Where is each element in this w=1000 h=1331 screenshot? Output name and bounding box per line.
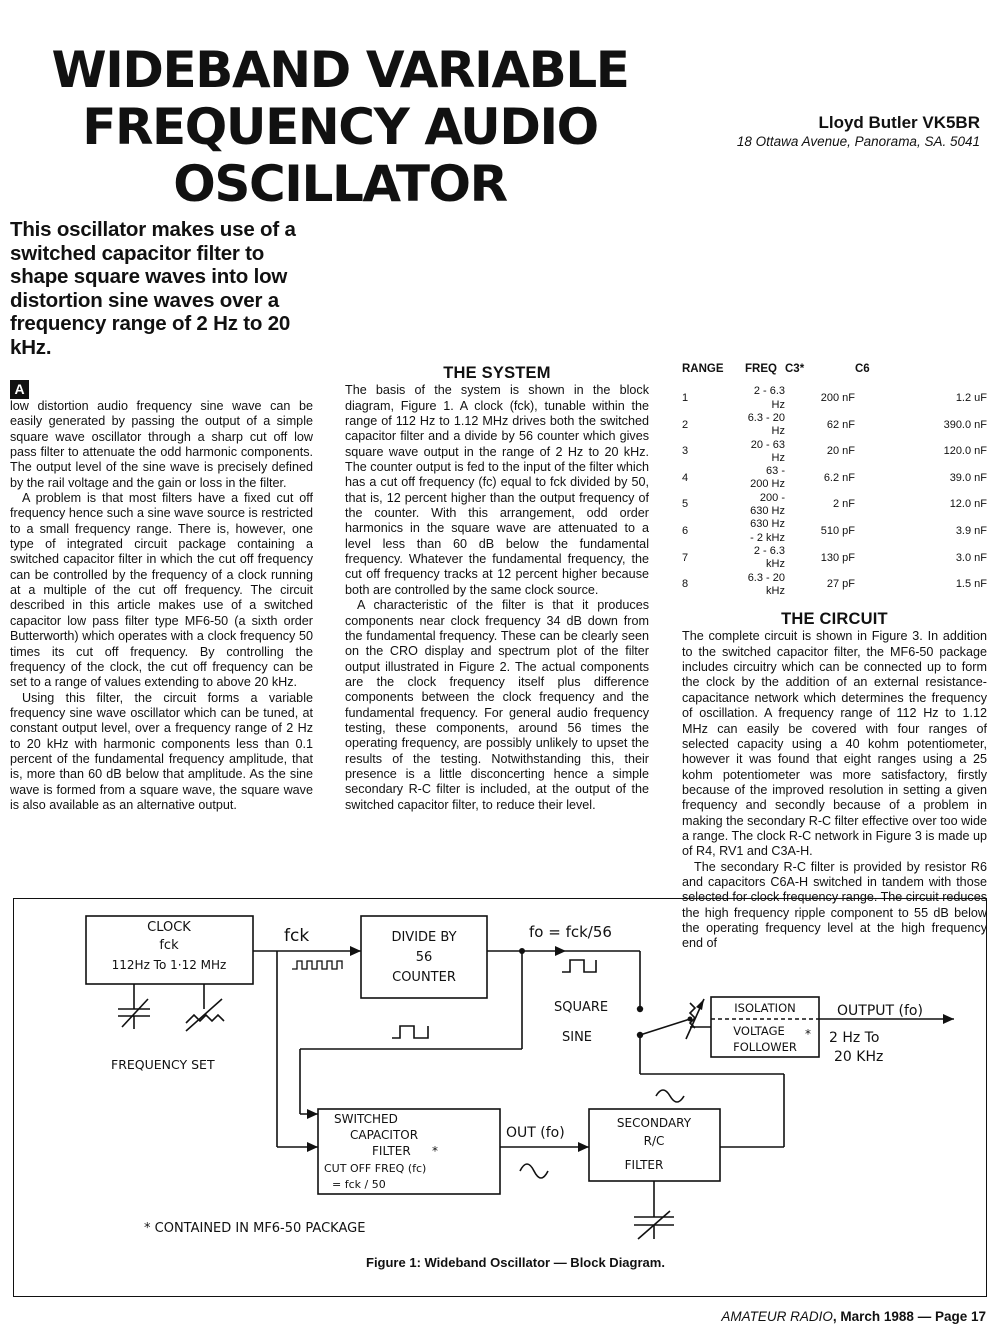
section-heading-circuit: THE CIRCUIT	[781, 610, 888, 629]
output-range-1: 2 Hz To	[829, 1030, 880, 1046]
author-block	[737, 113, 980, 149]
range-table-row	[682, 492, 987, 519]
fck-label: fck	[284, 926, 310, 946]
secondary-label-1: SECONDARY	[616, 1116, 692, 1130]
scf-asterisk: *	[432, 1144, 438, 1158]
scf-label-2: CAPACITOR	[350, 1128, 419, 1142]
range-table-header	[682, 362, 987, 385]
scf-label-4: CUT OFF FREQ (fc)	[324, 1162, 427, 1175]
paragraph: The basis of the system is shown in the block diagram, Figure 1. A clock (fck), tunable within the range of 112 Hz to 1.12 MHz drives both the switched capacitor filter and a divide by 56 counter which gives square wave output in the range of 2 Hz to 20 kHz. The counter output is fed to the input of the filter which has a cut off frequency (fc) equal to fck divided by 50, that is, 12 percent higher than the output frequency of the counter. With this arrangement, odd order harmonics in the square wave are attenuated to a level less than 60 dB below the fundamental frequency. Whatever the fundamental frequency, the cut off frequency tracks at 12 percent higher because both are controlled by the same clock source.	[345, 383, 649, 597]
figure-caption: Figure 1: Wideband Oscillator — Block Diagram.	[366, 1255, 665, 1270]
header-c6: C6	[855, 363, 870, 375]
range-table-cell: 6	[682, 524, 689, 537]
output-label: OUTPUT (fo)	[837, 1003, 923, 1019]
header-range: RANGE	[682, 363, 724, 375]
isolation-asterisk: *	[805, 1027, 811, 1041]
range-table-cell: 12.0 nF	[949, 498, 987, 511]
fo-label: fo = fck/56	[529, 923, 612, 941]
range-table-row	[682, 572, 987, 599]
author-address: 18 Ottawa Avenue, Panorama, SA. 5041	[736, 134, 980, 149]
range-table-row	[682, 412, 987, 439]
article-title	[0, 42, 680, 213]
output-range-2: 20 KHz	[834, 1049, 884, 1065]
paragraph-text: low distortion audio frequency sine wave can be easily generated by passing the output of a simple square wave oscillator through a sharp cut off low pass filter to attenuate the odd harmonic components. The output level of the sine wave is precisely defined by the rail voltage and the gain or loss in the filter.	[10, 399, 313, 490]
square-label: SQUARE	[554, 1000, 609, 1015]
range-table-cell: 1.2 uF	[955, 391, 987, 404]
clock-fck: fck	[159, 938, 179, 953]
paragraph: The secondary R-C filter is provided by resistor R6 and capacitors C6A-H switched in tandem with those selected for clock frequency range. The circuit reduces the high frequency ripple component to 55 dB below the operating frequency level at the high frequency end of	[682, 859, 987, 951]
issue-date: , March 1988 —	[832, 1309, 935, 1324]
range-table-cell: 20 nF	[826, 445, 855, 458]
intro-standfirst: This oscillator makes use of a switched capacitor filter to shape square waves into low distortion sine waves over a frequency range of 2 Hz to 20 kHz.	[10, 218, 296, 359]
range-table-cell: 6.3 - 20 kHz	[747, 571, 785, 597]
range-table-cell: 7	[682, 551, 689, 564]
scf-label-5: = fck / 50	[332, 1178, 386, 1191]
section-heading-system: THE SYSTEM	[443, 364, 551, 382]
clock-range: 112Hz To 1·12 MHz	[111, 958, 227, 972]
paragraph	[10, 380, 313, 491]
paragraph: A problem is that most filters have a fixed cut off frequency hence such a sine wave source is restricted to a small frequency range. There is, however, one type of integrated circuit package containing a switched capacitor filter in which the cut off frequency can be controlled by the frequency of a clock running at a multiple of the cut off frequency. The circuit described in this article makes use of a switched capacitor low pass filter type MF6-50 (a sixth order Butterworth) which operates with a clock frequency 50 times its cut off frequency. By controlling the frequency of the clock, the cut off frequency can be set to a range of values extending to above 20 kHz.	[10, 491, 313, 690]
range-table-cell: 62 nF	[826, 418, 855, 431]
range-table-cell: 200 - 630 Hz	[750, 491, 785, 518]
journal-name: AMATEUR RADIO	[721, 1309, 833, 1324]
title-line-1: WIDEBAND VARIABLE	[51, 41, 629, 99]
clock-label: CLOCK	[147, 920, 191, 935]
divide-label-3: COUNTER	[392, 970, 456, 985]
header-c3: C3*	[785, 363, 805, 375]
range-table-cell: 390.0 nF	[943, 418, 987, 431]
range-table-cell: 130 pF	[820, 551, 855, 564]
paragraph: The complete circuit is shown in Figure 3. In addition to the switched capacitor filter, the MF6-50 package includes circuitry which can be connected up to form the clock by the addition of an external resistance-capacitance network which determines the frequency of oscillation. A frequency range of 112 Hz to 1.12 MHz can easily be covered with four ranges of selected capacity using a 40 kohm potentiometer, however it was found that eight ranges using a 25 kohm potentiometer was more satisfactory, firstly because of the improved resolution in setting a given frequency and secondly because of a problem in making the secondary R-C filter effective over too wide a range. The clock R-C network in Figure 3 is made up of R4, RV1 and C3A-H.	[682, 629, 987, 859]
secondary-label-3: FILTER	[624, 1158, 664, 1172]
range-table-row	[682, 518, 987, 545]
range-table-cell: 3.9 nF	[955, 524, 987, 537]
range-table-cell: 39.0 nF	[949, 471, 987, 484]
range-table-cell: 8	[682, 578, 689, 591]
range-table-row	[682, 385, 987, 412]
out-label: OUT (fo)	[506, 1125, 565, 1141]
paragraph: Using this filter, the circuit forms a variable frequency sine wave oscillator which can be tuned, at constant output level, over a frequency range of 2 Hz to 20 kHz with harmonic components less than 0.1 percent of the fundamental frequency amplitude, that is, more than 60 dB below that amplitude. As the sine wave is formed from a square wave, the square wave is also available as an alternative output.	[10, 690, 313, 812]
divide-label-1: DIVIDE BY	[391, 930, 457, 945]
range-table-cell: 120.0 nF	[943, 445, 987, 458]
range-table-cell: 510 pF	[820, 524, 855, 537]
package-note: * CONTAINED IN MF6-50 PACKAGE	[144, 1221, 366, 1236]
range-table-cell: 63 - 200 Hz	[750, 465, 785, 491]
divide-label-2: 56	[415, 950, 433, 965]
page-number: Page 17	[934, 1309, 986, 1324]
range-table-cell: 27 pF	[826, 578, 855, 591]
sine-label: SINE	[562, 1030, 593, 1045]
column-2	[345, 366, 649, 813]
range-table-cell: 6.2 nF	[823, 471, 855, 484]
range-table-cell: 20 - 63 Hz	[750, 438, 785, 464]
range-table-cell: 1.5 nF	[955, 578, 987, 591]
isolation-label-2: VOLTAGE	[733, 1024, 785, 1038]
range-table-cell: 2 - 6.3 kHz	[753, 544, 785, 571]
drop-cap: A	[10, 380, 29, 399]
column-1	[10, 380, 313, 813]
range-table-cell: 200 nF	[820, 391, 855, 404]
secondary-label-2: R/C	[643, 1134, 665, 1148]
range-table-cell: 3	[682, 445, 689, 458]
isolation-label-3: FOLLOWER	[733, 1040, 797, 1054]
title-line-2: FREQUENCY AUDIO	[82, 98, 598, 156]
range-table-cell: 4	[682, 471, 689, 484]
range-table-row	[682, 545, 987, 572]
isolation-label-1: ISOLATION	[734, 1001, 796, 1015]
block-diagram-svg	[14, 899, 985, 1295]
range-table-row	[682, 465, 987, 492]
range-table-cell: 630 Hz - 2 kHz	[750, 518, 785, 544]
range-table-cell: 2	[682, 418, 689, 431]
author-name: Lloyd Butler VK5BR	[818, 113, 980, 132]
range-table-cell: 3.0 nF	[955, 551, 987, 564]
freq-set-label: FREQUENCY SET	[111, 1057, 215, 1072]
range-table-cell: 2 - 6.3 Hz	[753, 385, 785, 411]
column-3	[682, 362, 987, 952]
range-table-cell: 2 nF	[832, 498, 855, 511]
figure-1-block-diagram	[13, 898, 987, 1297]
range-table-cell: 6.3 - 20 Hz	[747, 411, 785, 438]
header-freq: FREQ	[745, 363, 777, 375]
range-table-cell: 5	[682, 498, 689, 511]
title-line-3: OSCILLATOR	[173, 155, 507, 213]
range-table-row	[682, 439, 987, 466]
scf-label-3: FILTER	[372, 1144, 411, 1158]
paragraph: A characteristic of the filter is that it produces components near clock frequency 34 dB down from the fundamental frequency. These can be clearly seen on the CRO display and spectrum plot of the filter output illustrated in Figure 2. The actual components are the clock frequency itself plus difference components between the clock frequency and the fundamental frequency. For general audio frequency testing, these components, around 56 times the operating frequency, are possibly unlikely to upset the results of the testing. Notwithstanding this, their presence is a little disconcerting hence a simple secondary R-C filter is included, at the output of the switched capacitor filter, to reduce their level.	[345, 598, 649, 812]
page-footer	[721, 1309, 986, 1324]
scf-label-1: SWITCHED	[334, 1112, 398, 1126]
range-table	[682, 362, 987, 598]
range-table-cell: 1	[682, 391, 689, 404]
